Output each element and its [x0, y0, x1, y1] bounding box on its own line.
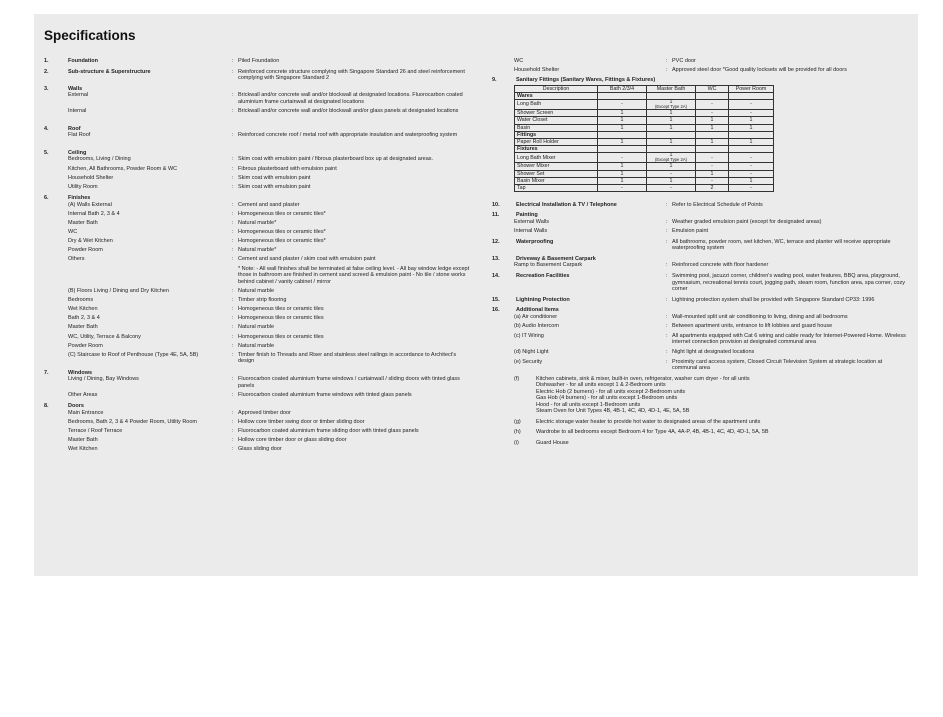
- spec-value: Hollow core timber swing door or timber sliding door: [238, 418, 365, 425]
- table-cell: -: [696, 163, 729, 170]
- extra-item-label: (i): [514, 440, 519, 446]
- spec-value: Proximity card access system, Closed Circuit Television System at strategic location at communal area: [672, 358, 883, 372]
- table-cell: 1: [647, 117, 696, 124]
- table-cell: -: [729, 110, 774, 117]
- spec-label: WC: [68, 229, 78, 235]
- extra-item-label: (h): [514, 429, 521, 436]
- specification-sheet: [34, 14, 918, 576]
- colon-separator: :: [232, 315, 234, 322]
- spec-value: Reinforced concrete with floor hardener: [672, 262, 769, 269]
- spec-label: (c) IT Wiring: [514, 332, 544, 339]
- table-cell: [729, 146, 774, 153]
- section-number: 9.: [492, 77, 497, 84]
- spec-label: Other Areas: [68, 391, 98, 398]
- table-cell: 1: [696, 124, 729, 131]
- table-cell: Basin: [515, 124, 598, 131]
- spec-label: Wet Kitchen: [68, 306, 98, 313]
- spec-label: External: [68, 92, 89, 99]
- spec-value: Brickwall and/or concrete wall and/or blockwall and/or glass panels at designated locations: [238, 107, 459, 114]
- colon-separator: :: [232, 132, 234, 139]
- table-cell: 1: [647, 177, 696, 184]
- spec-value: Skim coat with emulsion paint / fibrous plasterboard box up at designated areas.: [238, 156, 434, 163]
- sanitary-table: [514, 85, 774, 193]
- spec-label: (b) Audio Intercom: [514, 323, 559, 330]
- table-cell: 1: [729, 117, 774, 124]
- spec-value: All apartments equipped with Cat 6 wiring and cable ready for Internet-Powered Home. Wireless internet connection provision at designated communal area: [672, 332, 906, 346]
- section-title: Recreation Facilities: [516, 273, 570, 279]
- table-cell: -: [729, 170, 774, 177]
- table-cell: [598, 146, 647, 153]
- spec-value: Natural marble*: [238, 247, 277, 254]
- column-header: Description: [515, 85, 598, 92]
- table-row: [515, 146, 774, 153]
- spec-label: Powder Room: [68, 247, 103, 254]
- section-title: Sanitary Fittings (Sanitary Wares, Fittings & Fixtures): [516, 77, 656, 84]
- colon-separator: :: [666, 201, 668, 208]
- colon-separator: :: [666, 323, 668, 330]
- colon-separator: :: [666, 273, 668, 279]
- colon-separator: :: [232, 58, 234, 64]
- spec-value: All bathrooms, powder room, wet kitchen, WC, terrace and planter will receive appropriate waterproofing system: [672, 238, 891, 252]
- colon-separator: :: [666, 66, 668, 73]
- section-title: Walls: [68, 85, 83, 92]
- section-title: Foundation: [68, 58, 98, 64]
- table-cell: 1 (Except Type 2A): [647, 100, 696, 110]
- spec-label: Master Bath: [68, 219, 98, 226]
- colon-separator: :: [232, 342, 234, 349]
- extra-item-line: Kitchen cabinets, sink & mixer, built-in oven, refrigerator, washer cum dryer - for all units: [536, 375, 750, 382]
- colon-separator: :: [666, 348, 668, 355]
- extra-item-line: Electric Hob (2 burners) - for all units except 2-Bedroom units: [536, 388, 686, 395]
- table-cell: [696, 92, 729, 99]
- table-cell: 1: [598, 124, 647, 131]
- extra-item-line: Gas Hob (4 burners) - for all units except 1-Bedroom units: [536, 395, 678, 402]
- table-row: [515, 185, 774, 192]
- table-cell: 1: [598, 163, 647, 170]
- spec-label: Internal: [68, 107, 87, 114]
- spec-value: Homogeneous tiles or ceramic tiles: [238, 315, 324, 322]
- table-cell: Tap: [515, 185, 598, 192]
- colon-separator: :: [232, 351, 234, 358]
- colon-separator: :: [232, 107, 234, 114]
- spec-label: Bath 2, 3 & 4: [68, 315, 100, 322]
- spec-value: Fluorocarbon coated aluminium frame sliding door with tinted glass panels: [238, 427, 419, 434]
- colon-separator: :: [666, 262, 668, 269]
- colon-separator: :: [232, 68, 234, 75]
- section-number: 5.: [44, 149, 49, 156]
- table-cell: Long Bath: [515, 100, 598, 110]
- table-row: [515, 92, 774, 99]
- table-cell: 1: [729, 138, 774, 145]
- colon-separator: :: [666, 228, 668, 235]
- column-header: Master Bath: [647, 85, 696, 92]
- cell-note: (Except Type 2A): [654, 156, 688, 162]
- section-title: Waterproofing: [516, 238, 554, 245]
- spec-value: Lightning protection system shall be provided with Singapore Standard CP33: 1996: [672, 296, 875, 303]
- table-cell: 1: [598, 110, 647, 117]
- spec-value: Natural marble*: [238, 219, 277, 226]
- section-number: 13.: [492, 255, 500, 262]
- section-title: Driveway & Basement Carpark: [516, 255, 596, 262]
- table-cell: 1: [598, 170, 647, 177]
- spec-value: Hollow core timber door or glass sliding door: [238, 437, 347, 443]
- spec-value: Cement and sand plaster / skim coat with emulsion paint: [238, 256, 376, 263]
- colon-separator: :: [232, 427, 234, 434]
- section-number: 4.: [44, 125, 49, 132]
- spec-label: Living / Dining, Bay Windows: [68, 376, 139, 383]
- spec-label: Internal Walls: [514, 228, 548, 235]
- spec-label: Wet Kitchen: [68, 446, 98, 453]
- spec-value: Wall-mounted split unit air conditioning to living, dining and all bedrooms: [672, 313, 848, 320]
- spec-value: Natural marble: [238, 287, 275, 294]
- table-row: [515, 170, 774, 177]
- spec-label: Internal Bath 2, 3 & 4: [68, 210, 120, 217]
- table-cell: Water Closet: [515, 117, 598, 124]
- table-cell: -: [696, 153, 729, 163]
- colon-separator: :: [232, 174, 234, 181]
- colon-separator: :: [666, 218, 668, 225]
- column-header: Power Room: [729, 85, 774, 92]
- table-cell: 1: [696, 117, 729, 124]
- spec-value: Natural marble: [238, 342, 275, 349]
- section-number: 11.: [492, 212, 500, 219]
- section-number: 2.: [44, 68, 49, 75]
- section-number: 16.: [492, 307, 500, 314]
- table-cell: 1: [598, 177, 647, 184]
- colon-separator: :: [232, 376, 234, 383]
- spec-value: * Note: - All wall finishes shall be terminated at false ceiling level. - All bay window ledge except those in bathroom are finished in cement sand screed & emulsion paint - No tile / stone works behind cabinet / vanity cabinet / mirror: [238, 265, 470, 285]
- section-number: 10.: [492, 201, 500, 208]
- table-cell: [729, 131, 774, 138]
- spec-value: Reinforced concrete structure complying with Singapore Standard 26 and steel reinforcement complying with Singapore Standard 2: [238, 68, 465, 82]
- section-number: 14.: [492, 273, 500, 279]
- spec-value: Night light at designated locations: [672, 348, 755, 355]
- spec-label: Household Shelter: [68, 174, 114, 181]
- table-cell: 1: [647, 163, 696, 170]
- colon-separator: :: [232, 287, 234, 294]
- spec-value: Weather graded emulsion paint (except for designated areas): [672, 218, 822, 225]
- spec-label: (C) Staircase to Roof of Penthouse (Type 4E, 5A, 5B): [68, 351, 199, 358]
- table-cell: [696, 146, 729, 153]
- table-row: [515, 124, 774, 131]
- table-row: [515, 177, 774, 184]
- spec-value: Between apartment units, entrance to lift lobbies and guard house: [672, 323, 833, 330]
- spec-label: Terrace / Roof Terrace: [68, 427, 123, 434]
- table-cell: -: [729, 153, 774, 163]
- table-cell: [598, 131, 647, 138]
- colon-separator: :: [666, 238, 668, 245]
- colon-separator: :: [232, 333, 234, 340]
- colon-separator: :: [232, 418, 234, 425]
- spec-value: Homogeneous tiles or ceramic tiles*: [238, 210, 326, 217]
- spec-label: (d) Night Light: [514, 348, 549, 355]
- table-cell: 1 (Except Type 2A): [647, 153, 696, 163]
- section-number: 12.: [492, 238, 500, 245]
- section-number: 15.: [492, 296, 500, 303]
- table-cell: Fittings: [515, 131, 598, 138]
- spec-value: Homogeneous tiles or ceramic tiles: [238, 306, 324, 313]
- colon-separator: :: [232, 165, 234, 172]
- section-title: Sub-structure & Superstructure: [68, 68, 151, 75]
- table-cell: -: [647, 170, 696, 177]
- table-cell: -: [729, 185, 774, 192]
- spec-label: Master Bath: [68, 437, 98, 443]
- spec-value: Cement and sand plaster: [238, 201, 300, 208]
- section-title: Electrical Installation & TV / Telephone: [516, 201, 617, 208]
- table-row: [515, 100, 774, 110]
- table-cell: [729, 92, 774, 99]
- section-title: Finishes: [68, 195, 91, 201]
- extra-item-line: Guard House: [536, 440, 569, 446]
- colon-separator: :: [232, 446, 234, 453]
- spec-value: Fluorocarbon coated aluminium frame windows / curtainwall / sliding doors with tinted glass panels: [238, 376, 460, 389]
- table-cell: 1: [729, 124, 774, 131]
- spec-value: Timber finish to Threads and Riser and stainless steel railings in accordance to Architect's design: [238, 351, 457, 365]
- section-number: 3.: [44, 85, 49, 92]
- column-header: Bath 2/3/4: [598, 85, 647, 92]
- section-number: 1.: [44, 58, 49, 64]
- section-number: 6.: [44, 195, 49, 201]
- colon-separator: :: [666, 58, 668, 64]
- table-cell: Shower Screen: [515, 110, 598, 117]
- table-cell: Basin Mixer: [515, 177, 598, 184]
- spec-value: Homogeneous tiles or ceramic tiles*: [238, 238, 326, 245]
- spec-label: Utility Room: [68, 183, 98, 190]
- spec-label: Bedrooms, Bath 2, 3 & 4 Powder Room, Utility Room: [68, 418, 197, 425]
- table-cell: 1: [647, 138, 696, 145]
- spec-label: Flat Roof: [68, 132, 91, 139]
- spec-label: Dry & Wet Kitchen: [68, 238, 113, 245]
- table-row: [515, 163, 774, 170]
- section-title: Windows: [68, 369, 93, 376]
- spec-label: (B) Floors Living / Dining and Dry Kitchen: [68, 287, 169, 294]
- extra-item-line: Wardrobe to all bedrooms except Bedroom 4 for Type 4A, 4A-P, 4B, 4B-1, 4C, 4D, 4D-1, 5A, 5B: [536, 429, 769, 436]
- table-cell: Long Bath Mixer: [515, 153, 598, 163]
- table-cell: 2: [696, 185, 729, 192]
- spec-label: (e) Security: [514, 358, 543, 365]
- spec-label: Bedrooms: [68, 297, 94, 303]
- extra-item-line: Steam Oven for Unit Types 4B, 4B-1, 4C, 4D, 4D-1, 4E, 5A, 5B: [536, 408, 690, 415]
- table-cell: -: [696, 110, 729, 117]
- spec-value: Reinforced concrete roof / metal roof with appropriate insulation and waterproofing system: [238, 132, 458, 139]
- colon-separator: :: [666, 358, 668, 365]
- spec-value: PVC door: [672, 58, 696, 64]
- table-cell: -: [696, 100, 729, 110]
- table-cell: Shower Set: [515, 170, 598, 177]
- spec-label: Main Entrance: [68, 409, 104, 416]
- spec-value: Brickwall and/or concrete wall and/or blockwall at designated locations. Fluorocarbon coated aluminium frame curtainwall at designated locations: [238, 92, 463, 105]
- colon-separator: :: [232, 306, 234, 313]
- table-cell: -: [729, 163, 774, 170]
- table-cell: 1: [598, 117, 647, 124]
- spec-label: External Walls: [514, 218, 549, 225]
- colon-separator: :: [232, 219, 234, 226]
- colon-separator: :: [232, 409, 234, 416]
- table-cell: 1: [696, 138, 729, 145]
- colon-separator: :: [232, 201, 234, 208]
- spec-value: Fibrous plasterboard with emulsion paint: [238, 165, 337, 172]
- table-cell: Fixtures: [515, 146, 598, 153]
- extra-item-label: (f): [514, 375, 520, 382]
- spec-label: Kitchen, All Bathrooms, Powder Room & WC: [68, 165, 178, 172]
- spec-value: Refer to Electrical Schedule of Points: [672, 201, 763, 208]
- table-cell: -: [696, 177, 729, 184]
- colon-separator: :: [666, 332, 668, 339]
- spec-value: Emulsion paint: [672, 228, 709, 235]
- spec-value: Glass sliding door: [238, 446, 282, 453]
- table-cell: -: [647, 185, 696, 192]
- spec-value: Swimming pool, jacuzzi corner, children's wading pool, water features, BBQ area, playground, gymnasium, recreational tennis court, jogging path, steam room, function area, spa corner, cozy corner: [672, 273, 905, 293]
- table-cell: 1: [598, 138, 647, 145]
- section-number: 7.: [44, 369, 49, 376]
- colon-separator: :: [232, 210, 234, 217]
- spec-label: (a) Air conditioner: [514, 313, 558, 320]
- spec-label: Bedrooms, Living / Dining: [68, 156, 131, 163]
- table-cell: [696, 131, 729, 138]
- table-cell: [647, 131, 696, 138]
- spec-value: Fluorocarbon coated aluminium frame windows with tinted glass panels: [238, 391, 412, 398]
- table-cell: [598, 92, 647, 99]
- spec-value: Homogeneous tiles or ceramic tiles*: [238, 229, 326, 235]
- spec-value: Approved timber door: [238, 409, 291, 416]
- table-row: [515, 153, 774, 163]
- spec-label: Master Bath: [68, 324, 98, 331]
- spec-label: Others: [68, 256, 85, 263]
- table-row: [515, 110, 774, 117]
- colon-separator: :: [232, 256, 234, 263]
- colon-separator: :: [232, 229, 234, 235]
- colon-separator: :: [232, 391, 234, 398]
- section-title: Ceiling: [68, 149, 87, 156]
- spec-value: Piled Foundation: [238, 58, 280, 64]
- table-cell: 1: [647, 124, 696, 131]
- colon-separator: :: [666, 296, 668, 303]
- table-row: [515, 117, 774, 124]
- spec-label: (A) Walls External: [68, 201, 112, 208]
- spec-label: Powder Room: [68, 342, 103, 349]
- table-cell: Wares: [515, 92, 598, 99]
- table-header-row: [515, 85, 774, 92]
- spec-value: Homogeneous tiles or ceramic tiles: [238, 333, 324, 340]
- table-cell: -: [598, 153, 647, 163]
- spec-value: Timber strip flooring: [238, 297, 287, 303]
- colon-separator: :: [232, 437, 234, 443]
- section-title: Painting: [516, 212, 538, 219]
- spec-label: WC: [514, 58, 524, 64]
- table-row: [515, 131, 774, 138]
- colon-separator: :: [232, 92, 234, 99]
- cell-note: (Except Type 2A): [654, 103, 688, 109]
- section-title: Roof: [68, 125, 81, 132]
- table-cell: 1: [696, 170, 729, 177]
- table-cell: 1: [647, 110, 696, 117]
- spec-value: Skim coat with emulsion paint: [238, 174, 311, 181]
- section-title: Additional Items: [516, 307, 559, 314]
- colon-separator: :: [666, 313, 668, 320]
- table-cell: -: [598, 185, 647, 192]
- section-number: 8.: [44, 403, 49, 409]
- extra-item-line: Dishwasher - for all units except 1 & 2-Bedroom units: [536, 382, 666, 389]
- section-title: Doors: [68, 403, 84, 409]
- colon-separator: :: [232, 324, 234, 331]
- extra-item-line: Electric storage water heater to provide hot water to designated areas of the apartment units: [536, 418, 761, 425]
- colon-separator: :: [232, 183, 234, 190]
- extra-item-label: (g): [514, 418, 521, 425]
- spec-label: Ramp to Basement Carpark: [514, 262, 583, 269]
- spec-label: Household Shelter: [514, 66, 560, 73]
- table-cell: -: [598, 100, 647, 110]
- colon-separator: :: [232, 156, 234, 163]
- table-cell: -: [729, 100, 774, 110]
- table-cell: Paper Roll Holder: [515, 138, 598, 145]
- colon-separator: :: [232, 247, 234, 254]
- spec-value: Skim coat with emulsion paint: [238, 183, 311, 190]
- colon-separator: :: [232, 238, 234, 245]
- spec-value: Approved steel door *Good quality locksets will be provided for all doors: [672, 66, 847, 73]
- column-header: WC: [696, 85, 729, 92]
- spec-label: WC, Utility, Terrace & Balcony: [68, 333, 141, 340]
- spec-value: Natural marble: [238, 324, 275, 331]
- extra-item-line: Hood - for all units except 1-Bedroom units: [536, 401, 641, 408]
- table-cell: 1: [729, 177, 774, 184]
- section-title: Lightning Protection: [516, 296, 570, 303]
- table-cell: Shower Mixer: [515, 163, 598, 170]
- colon-separator: :: [232, 297, 234, 303]
- table-row: [515, 138, 774, 145]
- page-title: Specifications: [44, 28, 136, 43]
